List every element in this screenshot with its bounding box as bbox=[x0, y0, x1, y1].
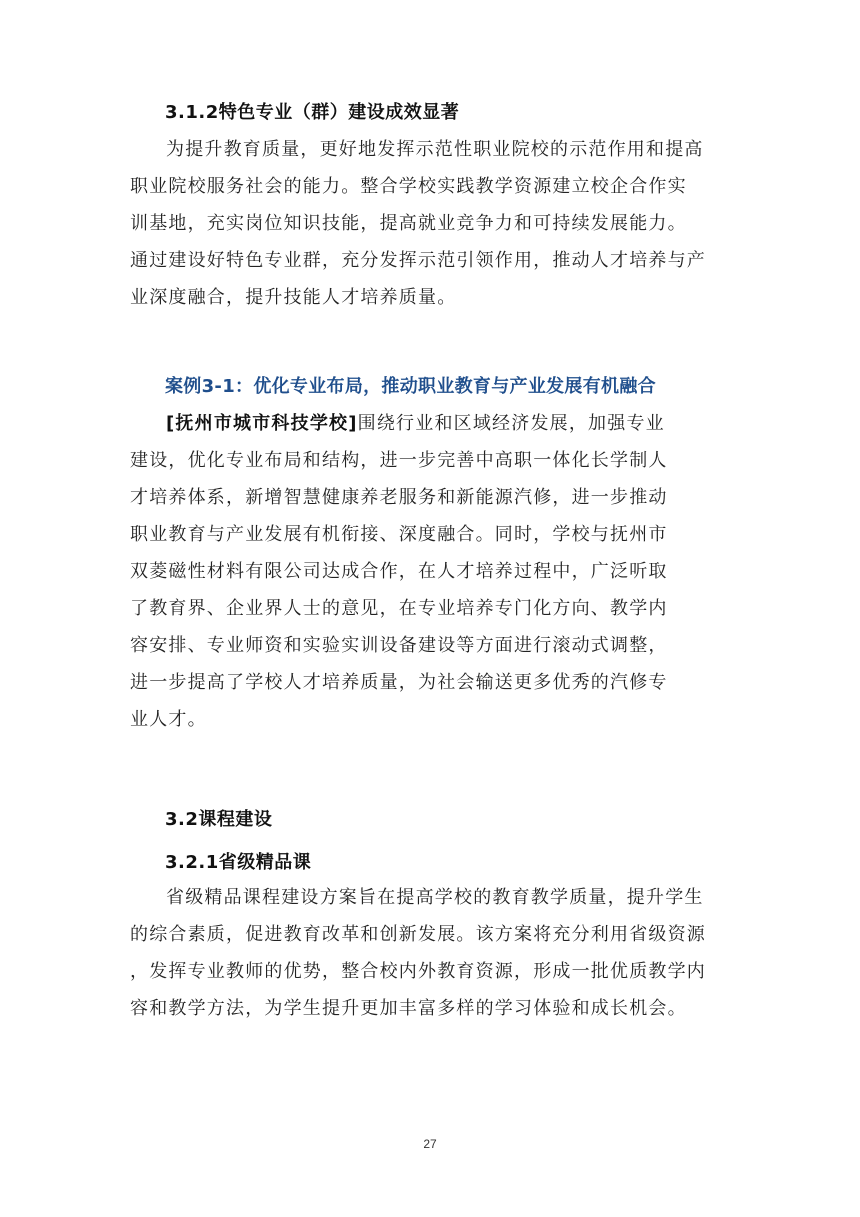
case-first-line-text: 围绕行业和区域经济发展，加强专业 bbox=[357, 413, 665, 434]
case-title: 案例3-1：优化专业布局，推动职业教育与产业发展有机融合 bbox=[165, 376, 656, 397]
case-body bbox=[130, 405, 740, 738]
case-first-line bbox=[130, 405, 740, 442]
case-line: 才培养体系，新增智慧健康养老服务和新能源汽修，进一步推动 bbox=[130, 487, 668, 508]
paragraph-line: 容和教学方法，为学生提升更加丰富多样的学习体验和成长机会。 bbox=[130, 998, 687, 1019]
paragraph-line: 省级精品课程建设方案旨在提高学校的教育教学质量，提升学生 bbox=[166, 887, 704, 908]
case-line: 建设，优化专业布局和结构，进一步完善中高职一体化长学制人 bbox=[130, 450, 668, 471]
paragraph-line: ，发挥专业教师的优势，整合校内外教育资源，形成一批优质教学内 bbox=[130, 961, 706, 982]
page-number: 27 bbox=[423, 1137, 437, 1151]
section-3-1-2-paragraph bbox=[130, 131, 740, 316]
case-school-name: [抚州市城市科技学校] bbox=[166, 413, 358, 434]
paragraph-line: 为提升教育质量，更好地发挥示范性职业院校的示范作用和提高 bbox=[166, 139, 704, 160]
case-line: 双菱磁性材料有限公司达成合作，在人才培养过程中，广泛听取 bbox=[130, 561, 668, 582]
case-line: 业人才。 bbox=[130, 709, 207, 730]
case-line: 了教育界、企业界人士的意见，在专业培养专门化方向、教学内 bbox=[130, 598, 668, 619]
section-heading-3-2: 3.2课程建设 bbox=[165, 809, 273, 830]
paragraph-line: 通过建设好特色专业群，充分发挥示范引领作用，推动人才培养与产 bbox=[130, 250, 706, 271]
case-line: 容安排、专业师资和实验实训设备建设等方面进行滚动式调整， bbox=[130, 635, 668, 656]
paragraph-line: 职业院校服务社会的能力。整合学校实践教学资源建立校企合作实 bbox=[130, 176, 687, 197]
section-heading-3-1-2: 3.1.2特色专业（群）建设成效显著 bbox=[165, 102, 460, 123]
case-line: 进一步提高了学校人才培养质量，为社会输送更多优秀的汽修专 bbox=[130, 672, 668, 693]
paragraph-line: 训基地，充实岗位知识技能，提高就业竞争力和可持续发展能力。 bbox=[130, 213, 687, 234]
section-heading-3-2-1: 3.2.1省级精品课 bbox=[165, 852, 312, 873]
case-line: 职业教育与产业发展有机衔接、深度融合。同时，学校与抚州市 bbox=[130, 524, 668, 545]
paragraph-line: 的综合素质，促进教育改革和创新发展。该方案将充分利用省级资源 bbox=[130, 924, 706, 945]
paragraph-line: 业深度融合，提升技能人才培养质量。 bbox=[130, 287, 457, 308]
section-3-2-1-paragraph bbox=[130, 879, 740, 1027]
